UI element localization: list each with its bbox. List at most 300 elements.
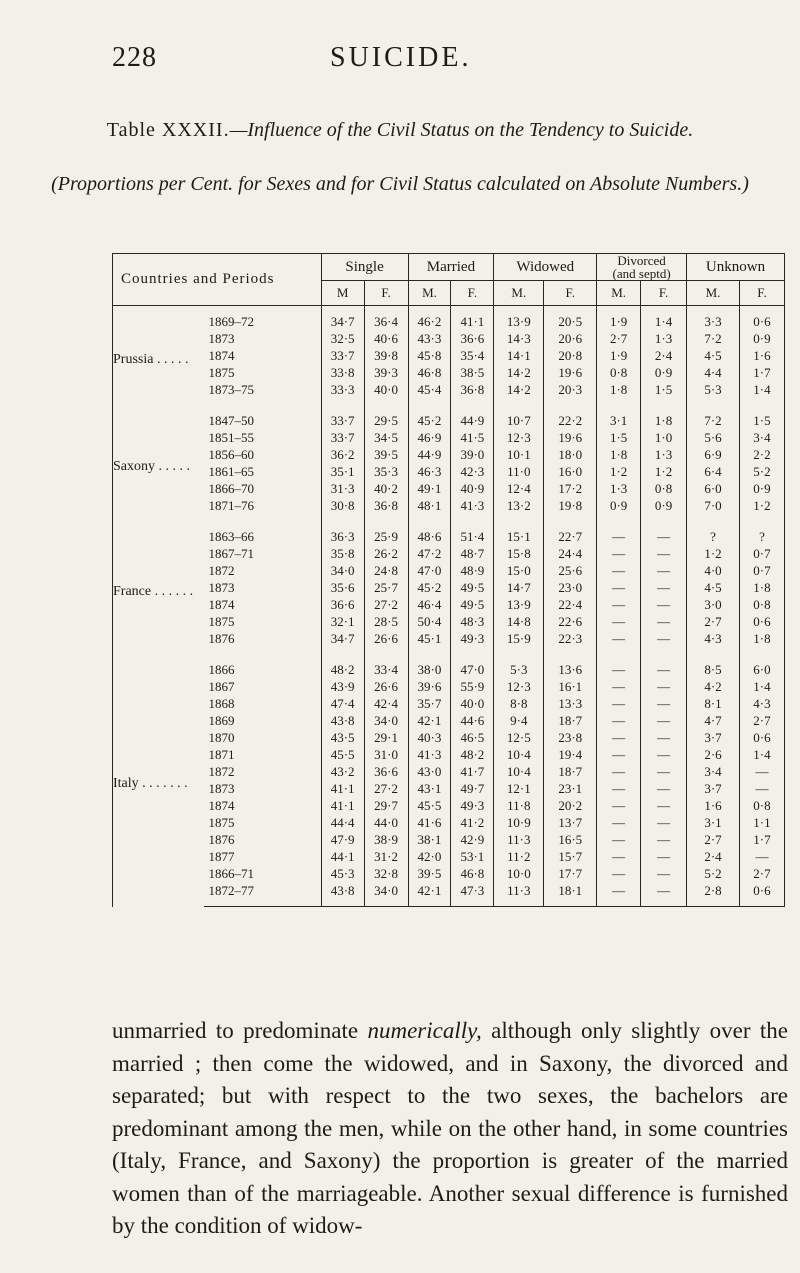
value-cell: 18·0: [544, 446, 597, 463]
value-cell: 14·8: [494, 613, 544, 630]
value-cell: 0·7: [739, 545, 784, 562]
value-cell: 11·2: [494, 848, 544, 865]
value-cell: 24·4: [544, 545, 597, 562]
value-cell: 46·2: [408, 306, 451, 331]
value-cell: 5·2: [687, 865, 740, 882]
value-cell: 27·2: [364, 596, 408, 613]
value-cell: —: [641, 695, 687, 712]
value-cell: 3·0: [687, 596, 740, 613]
value-cell: —: [739, 848, 784, 865]
value-cell: 4·5: [687, 347, 740, 364]
value-cell: 0·9: [597, 497, 641, 521]
value-cell: 51·4: [451, 521, 494, 545]
value-cell: 15·7: [544, 848, 597, 865]
table-row: [113, 405, 785, 429]
value-cell: 1·2: [687, 545, 740, 562]
value-cell: —: [641, 579, 687, 596]
value-cell: 32·1: [321, 613, 364, 630]
value-cell: 48·6: [408, 521, 451, 545]
value-cell: 34·5: [364, 429, 408, 446]
period-cell: 1877: [204, 848, 321, 865]
value-cell: —: [641, 654, 687, 678]
widowed-header: Widowed: [494, 254, 597, 281]
value-cell: 47·0: [451, 654, 494, 678]
value-cell: 1·8: [597, 446, 641, 463]
value-cell: 46·4: [408, 596, 451, 613]
value-cell: 26·2: [364, 545, 408, 562]
table-row: [113, 831, 785, 848]
value-cell: 43·3: [408, 330, 451, 347]
value-cell: 34·0: [321, 562, 364, 579]
period-cell: 1866–70: [204, 480, 321, 497]
value-cell: —: [739, 780, 784, 797]
table-label: [107, 119, 230, 141]
body-paragraph: [112, 1015, 788, 1243]
sex-header-cell: F.: [544, 281, 597, 306]
sex-header-cell: F.: [739, 281, 784, 306]
value-cell: 16·5: [544, 831, 597, 848]
table-row: [113, 848, 785, 865]
country-leader-dots: . . . . . .: [151, 583, 194, 599]
value-cell: 11·3: [494, 831, 544, 848]
value-cell: 3·7: [687, 729, 740, 746]
value-cell: 22·3: [544, 630, 597, 654]
value-cell: 3·3: [687, 306, 740, 331]
sex-header-cell: F.: [451, 281, 494, 306]
value-cell: 20·3: [544, 381, 597, 405]
table-row: [113, 712, 785, 729]
married-header: Married: [408, 254, 494, 281]
value-cell: 22·2: [544, 405, 597, 429]
value-cell: 31·0: [364, 746, 408, 763]
value-cell: —: [641, 729, 687, 746]
table-row: [113, 347, 785, 364]
period-cell: 1874: [204, 596, 321, 613]
value-cell: —: [597, 521, 641, 545]
value-cell: 1·8: [641, 405, 687, 429]
value-cell: 0·9: [641, 497, 687, 521]
period-cell: 1874: [204, 797, 321, 814]
body-segment-1: unmarried to predominate: [112, 1018, 368, 1043]
period-cell: 1875: [204, 814, 321, 831]
value-cell: 48·9: [451, 562, 494, 579]
value-cell: —: [597, 882, 641, 907]
value-cell: 12·1: [494, 780, 544, 797]
value-cell: 3·1: [597, 405, 641, 429]
table-row: [113, 497, 785, 521]
value-cell: 39·5: [364, 446, 408, 463]
value-cell: 16·1: [544, 678, 597, 695]
value-cell: 4·0: [687, 562, 740, 579]
value-cell: 41·1: [321, 797, 364, 814]
value-cell: 35·6: [321, 579, 364, 596]
table-title: [0, 118, 800, 143]
value-cell: 20·5: [544, 306, 597, 331]
value-cell: 31·2: [364, 848, 408, 865]
table-row: [113, 521, 785, 545]
value-cell: 38·5: [451, 364, 494, 381]
value-cell: 3·7: [687, 780, 740, 797]
value-cell: 14·2: [494, 364, 544, 381]
value-cell: 2·2: [739, 446, 784, 463]
value-cell: 42·4: [364, 695, 408, 712]
period-cell: 1868: [204, 695, 321, 712]
period-cell: 1867: [204, 678, 321, 695]
value-cell: 48·2: [321, 654, 364, 678]
table-row: [113, 654, 785, 678]
value-cell: 1·3: [641, 330, 687, 347]
value-cell: 3·1: [687, 814, 740, 831]
country-leader-dots: . . . . . . .: [138, 776, 188, 792]
table-row: [113, 545, 785, 562]
sex-header-cell: F.: [364, 281, 408, 306]
value-cell: 40·0: [451, 695, 494, 712]
period-cell: 1876: [204, 630, 321, 654]
value-cell: 43·8: [321, 882, 364, 907]
value-cell: 10·1: [494, 446, 544, 463]
value-cell: 1·5: [641, 381, 687, 405]
value-cell: —: [641, 562, 687, 579]
value-cell: 35·4: [451, 347, 494, 364]
value-cell: 50·4: [408, 613, 451, 630]
value-cell: 36·6: [321, 596, 364, 613]
table-subtitle: [0, 172, 800, 197]
period-cell: 1871: [204, 746, 321, 763]
value-cell: 49·3: [451, 630, 494, 654]
table-row: [113, 630, 785, 654]
value-cell: 43·5: [321, 729, 364, 746]
value-cell: 1·2: [641, 463, 687, 480]
value-cell: —: [641, 831, 687, 848]
value-cell: 1·3: [641, 446, 687, 463]
value-cell: 14·2: [494, 381, 544, 405]
value-cell: 33·7: [321, 347, 364, 364]
single-header: Single: [321, 254, 408, 281]
value-cell: 45·8: [408, 347, 451, 364]
value-cell: 32·5: [321, 330, 364, 347]
value-cell: 36·3: [321, 521, 364, 545]
value-cell: 44·1: [321, 848, 364, 865]
value-cell: 2·6: [687, 746, 740, 763]
value-cell: —: [641, 746, 687, 763]
value-cell: —: [739, 763, 784, 780]
value-cell: 22·7: [544, 521, 597, 545]
value-cell: —: [597, 797, 641, 814]
value-cell: —: [597, 695, 641, 712]
period-cell: 1873: [204, 579, 321, 596]
value-cell: 42·1: [408, 712, 451, 729]
table-row: [113, 865, 785, 882]
value-cell: 11·3: [494, 882, 544, 907]
table-row: [113, 463, 785, 480]
value-cell: 31·3: [321, 480, 364, 497]
value-cell: 23·8: [544, 729, 597, 746]
value-cell: 22·6: [544, 613, 597, 630]
value-cell: 15·1: [494, 521, 544, 545]
value-cell: 13·2: [494, 497, 544, 521]
period-cell: 1871–76: [204, 497, 321, 521]
value-cell: 45·5: [321, 746, 364, 763]
value-cell: 1·2: [739, 497, 784, 521]
sex-header-cell: M.: [494, 281, 544, 306]
value-cell: 5·2: [739, 463, 784, 480]
value-cell: 8·8: [494, 695, 544, 712]
value-cell: 33·8: [321, 364, 364, 381]
country-name: France: [113, 583, 152, 599]
value-cell: 42·0: [408, 848, 451, 865]
value-cell: 4·7: [687, 712, 740, 729]
table-row: [113, 763, 785, 780]
value-cell: 20·8: [544, 347, 597, 364]
value-cell: 4·3: [687, 630, 740, 654]
value-cell: 2·7: [739, 865, 784, 882]
table-row: [113, 613, 785, 630]
value-cell: 1·6: [687, 797, 740, 814]
table-row: [113, 729, 785, 746]
page-number: 228: [112, 42, 157, 73]
running-head: SUICIDE.: [330, 42, 472, 73]
value-cell: 1·4: [739, 678, 784, 695]
value-cell: 40·2: [364, 480, 408, 497]
value-cell: —: [641, 797, 687, 814]
value-cell: 15·9: [494, 630, 544, 654]
value-cell: 41·1: [451, 306, 494, 331]
value-cell: 10·7: [494, 405, 544, 429]
value-cell: —: [597, 729, 641, 746]
value-cell: 33·4: [364, 654, 408, 678]
value-cell: 26·6: [364, 678, 408, 695]
countries-header: Countries and Periods: [113, 254, 322, 306]
value-cell: 0·6: [739, 613, 784, 630]
period-cell: 1872: [204, 763, 321, 780]
value-cell: 18·7: [544, 763, 597, 780]
value-cell: 40·6: [364, 330, 408, 347]
value-cell: 41·6: [408, 814, 451, 831]
table-row: [113, 746, 785, 763]
value-cell: 0·8: [739, 596, 784, 613]
sex-header-cell: M.: [597, 281, 641, 306]
country-label: [113, 405, 205, 521]
value-cell: 0·8: [597, 364, 641, 381]
value-cell: 1·9: [597, 306, 641, 331]
value-cell: 19·6: [544, 429, 597, 446]
value-cell: 6·0: [739, 654, 784, 678]
country-label: [113, 654, 205, 907]
period-cell: 1863–66: [204, 521, 321, 545]
value-cell: 0·6: [739, 882, 784, 907]
value-cell: 13·3: [544, 695, 597, 712]
value-cell: 12·4: [494, 480, 544, 497]
table-body: [113, 306, 785, 907]
value-cell: 28·5: [364, 613, 408, 630]
value-cell: 44·9: [451, 405, 494, 429]
value-cell: 1·4: [739, 381, 784, 405]
value-cell: 18·1: [544, 882, 597, 907]
value-cell: —: [641, 545, 687, 562]
value-cell: 2·8: [687, 882, 740, 907]
period-cell: 1866–71: [204, 865, 321, 882]
value-cell: 1·0: [641, 429, 687, 446]
value-cell: 16·0: [544, 463, 597, 480]
value-cell: 34·0: [364, 712, 408, 729]
body-segment-3: although only slightly over the married ; then come the widowed, and in Saxony, the divorced and separated; but with respect to the two sexes, the bachelors are predominant among the men, while on the other hand, in some countries (Italy, France, and Saxony) the proportion is greater of the married women than of the marriageable. Another sexual difference is furnished by the condition of widow-: [112, 1018, 788, 1238]
period-cell: 1856–60: [204, 446, 321, 463]
value-cell: —: [641, 865, 687, 882]
country-leader-dots: . . . . .: [153, 351, 189, 367]
page-header: [0, 42, 800, 78]
value-cell: —: [597, 831, 641, 848]
period-cell: 1873: [204, 780, 321, 797]
value-cell: 41·2: [451, 814, 494, 831]
value-cell: 48·1: [408, 497, 451, 521]
value-cell: 12·3: [494, 678, 544, 695]
value-cell: 3·4: [739, 429, 784, 446]
sex-header-cell: M.: [687, 281, 740, 306]
value-cell: 23·0: [544, 579, 597, 596]
divorced-header: [597, 254, 687, 281]
value-cell: 39·8: [364, 347, 408, 364]
value-cell: 49·5: [451, 596, 494, 613]
value-cell: —: [597, 814, 641, 831]
value-cell: 14·7: [494, 579, 544, 596]
value-cell: 40·0: [364, 381, 408, 405]
value-cell: 12·3: [494, 429, 544, 446]
value-cell: —: [641, 763, 687, 780]
value-cell: 14·3: [494, 330, 544, 347]
value-cell: 24·8: [364, 562, 408, 579]
value-cell: 46·8: [451, 865, 494, 882]
period-cell: 1869–72: [204, 306, 321, 331]
country-leader-dots: . . . . .: [155, 459, 190, 474]
value-cell: 46·5: [451, 729, 494, 746]
period-cell: 1866: [204, 654, 321, 678]
value-cell: 20·6: [544, 330, 597, 347]
value-cell: 38·9: [364, 831, 408, 848]
table-row: [113, 381, 785, 405]
value-cell: 6·4: [687, 463, 740, 480]
value-cell: 47·2: [408, 545, 451, 562]
value-cell: 36·8: [451, 381, 494, 405]
value-cell: 13·9: [494, 596, 544, 613]
value-cell: —: [597, 712, 641, 729]
table-row: [113, 596, 785, 613]
value-cell: ?: [687, 521, 740, 545]
value-cell: —: [641, 630, 687, 654]
table-subtitle-text: (Proportions per Cent. for Sexes and for Civil Status calculated on Absolute Numbers.): [51, 173, 749, 195]
value-cell: 47·3: [451, 882, 494, 907]
period-cell: 1872: [204, 562, 321, 579]
value-cell: 48·3: [451, 613, 494, 630]
value-cell: 42·3: [451, 463, 494, 480]
value-cell: 39·5: [408, 865, 451, 882]
value-cell: 1·5: [597, 429, 641, 446]
value-cell: 1·6: [739, 347, 784, 364]
value-cell: 0·9: [739, 330, 784, 347]
value-cell: 36·2: [321, 446, 364, 463]
value-cell: 47·9: [321, 831, 364, 848]
value-cell: 43·2: [321, 763, 364, 780]
value-cell: 38·1: [408, 831, 451, 848]
country-name: Prussia: [113, 351, 154, 367]
value-cell: 36·6: [364, 763, 408, 780]
table-row: [113, 780, 785, 797]
value-cell: 8·1: [687, 695, 740, 712]
value-cell: 2·7: [597, 330, 641, 347]
value-cell: 34·7: [321, 630, 364, 654]
value-cell: 45·5: [408, 797, 451, 814]
value-cell: 40·9: [451, 480, 494, 497]
table-row: [113, 695, 785, 712]
value-cell: 10·4: [494, 746, 544, 763]
value-cell: 14·1: [494, 347, 544, 364]
period-cell: 1861–65: [204, 463, 321, 480]
value-cell: 44·6: [451, 712, 494, 729]
value-cell: 43·8: [321, 712, 364, 729]
value-cell: 11·0: [494, 463, 544, 480]
value-cell: 18·7: [544, 712, 597, 729]
period-cell: 1875: [204, 613, 321, 630]
value-cell: 13·9: [494, 306, 544, 331]
value-cell: 29·1: [364, 729, 408, 746]
period-cell: 1851–55: [204, 429, 321, 446]
value-cell: 7·0: [687, 497, 740, 521]
value-cell: —: [641, 613, 687, 630]
value-cell: 26·6: [364, 630, 408, 654]
value-cell: 2·7: [739, 712, 784, 729]
value-cell: 7·2: [687, 330, 740, 347]
value-cell: 5·3: [494, 654, 544, 678]
value-cell: 43·0: [408, 763, 451, 780]
value-cell: 17·7: [544, 865, 597, 882]
value-cell: 27·2: [364, 780, 408, 797]
value-cell: 45·1: [408, 630, 451, 654]
value-cell: 1·9: [597, 347, 641, 364]
value-cell: 55·9: [451, 678, 494, 695]
value-cell: —: [597, 562, 641, 579]
value-cell: 41·3: [408, 746, 451, 763]
value-cell: 45·3: [321, 865, 364, 882]
value-cell: 48·2: [451, 746, 494, 763]
table-row: [113, 678, 785, 695]
value-cell: 1·3: [597, 480, 641, 497]
period-cell: 1873–75: [204, 381, 321, 405]
value-cell: 1·8: [597, 381, 641, 405]
value-cell: 1·4: [641, 306, 687, 331]
value-cell: 4·5: [687, 579, 740, 596]
table-row: [113, 446, 785, 463]
value-cell: —: [641, 882, 687, 907]
period-cell: 1847–50: [204, 405, 321, 429]
value-cell: 49·7: [451, 780, 494, 797]
value-cell: 36·8: [364, 497, 408, 521]
value-cell: 44·0: [364, 814, 408, 831]
value-cell: 49·1: [408, 480, 451, 497]
value-cell: 42·9: [451, 831, 494, 848]
value-cell: 30·8: [321, 497, 364, 521]
value-cell: 33·7: [321, 429, 364, 446]
value-cell: —: [597, 865, 641, 882]
divorced-header-line2: (and septd): [612, 266, 671, 281]
value-cell: 43·1: [408, 780, 451, 797]
sex-header-cell: M.: [408, 281, 451, 306]
period-cell: 1872–77: [204, 882, 321, 907]
value-cell: 41·3: [451, 497, 494, 521]
value-cell: —: [597, 579, 641, 596]
value-cell: 5·3: [687, 381, 740, 405]
value-cell: —: [597, 596, 641, 613]
unknown-header: Unknown: [687, 254, 785, 281]
value-cell: —: [597, 780, 641, 797]
